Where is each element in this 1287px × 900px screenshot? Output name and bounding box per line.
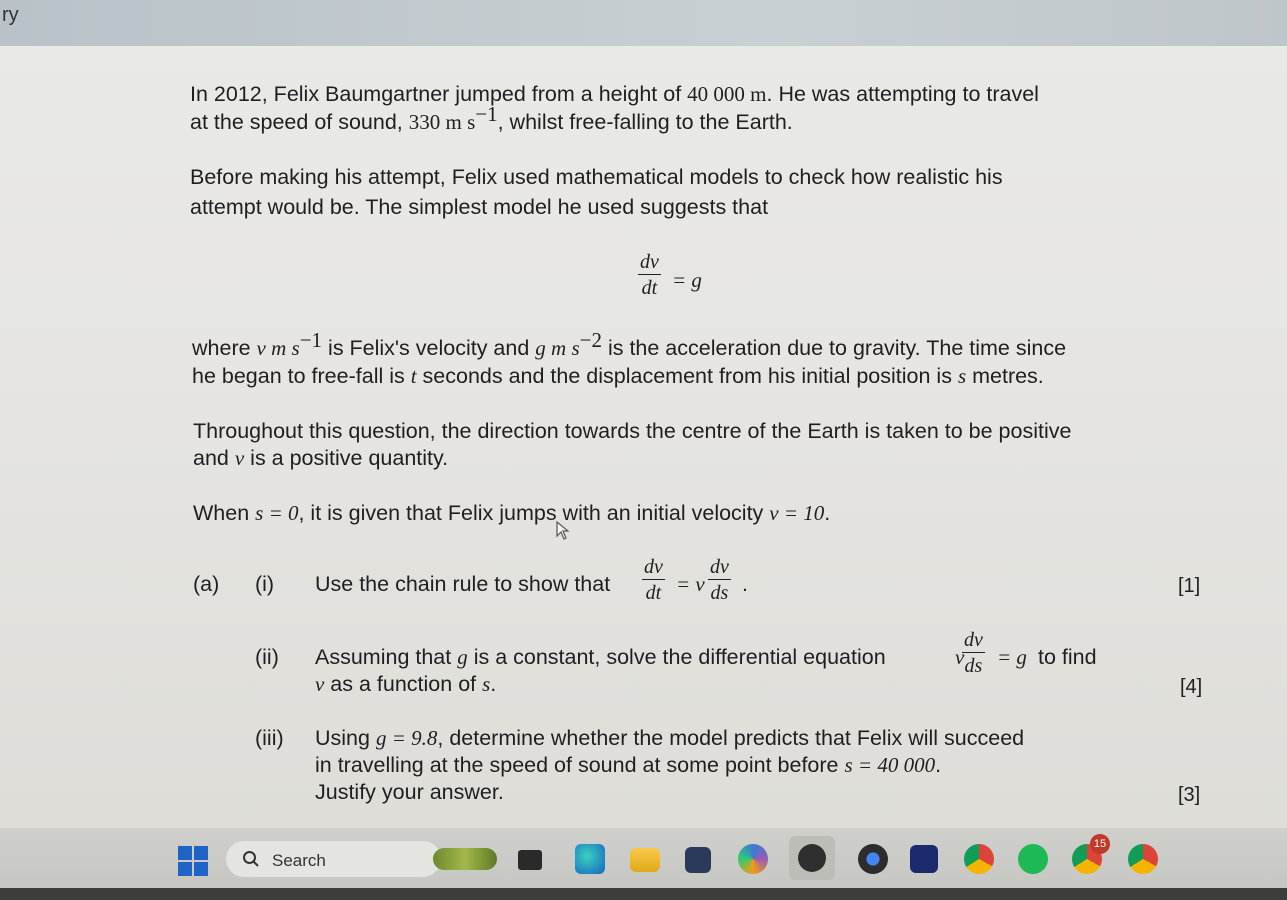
part-ii-marks: [4] [1180,676,1203,698]
part-iii-line2: in travelling at the speed of sound at some point before s = 40 000. [315,753,942,777]
app-icon[interactable] [910,845,938,873]
weather-widget-icon[interactable] [433,848,497,870]
store-icon[interactable] [685,847,711,873]
part-i-label: (i) [255,572,275,596]
part-iii-marks: [3] [1178,784,1201,806]
edge-browser-icon[interactable] [575,844,605,874]
chrome-icon[interactable] [1072,838,1107,874]
part-ii-fraction: $\frac{dv}{ds}$ [964,629,983,677]
part-i-equals-v: = v [676,572,705,596]
part-ii-line1: Assuming that g is a constant, solve the differential equation [315,645,886,669]
part-ii-equals-g: = g [997,645,1027,669]
para1-line1: In 2012, Felix Baumgartner jumped from a height of 40 000 m. He was attempting to travel [190,82,1039,106]
part-iii-line1: Using g = 9.8, determine whether the model predicts that Felix will succeed [315,726,1025,750]
para4-line1: Throughout this question, the direction towards the centre of the Earth is taken to be positive [193,419,1072,443]
top-text-fragment: ry [2,4,19,26]
para2-line1: Before making his attempt, Felix used mathematical models to check how realistic his [190,165,1003,189]
file-explorer-icon[interactable] [630,848,660,872]
exam-document [0,46,1287,828]
part-a-label: (a) [193,572,220,596]
spotify-icon[interactable] [1018,844,1048,874]
active-app-highlight[interactable] [789,836,835,880]
taskbar-search-box[interactable] [226,841,441,877]
windows-start-icon[interactable] [178,846,208,876]
part-ii-to-find: to find [1038,645,1097,669]
main-equation-rhs: = g [672,268,702,292]
windows-taskbar [0,828,1287,888]
app-icon[interactable] [858,844,888,874]
part-ii-v: v [955,645,965,669]
part-iii-label: (iii) [255,726,284,750]
para5: When s = 0, it is given that Felix jumps with an initial velocity v = 10. [193,501,831,525]
part-ii-label: (ii) [255,645,279,669]
mouse-pointer-icon [555,521,571,541]
para3-line2: he began to free-fall is t seconds and the displacement from his initial position is s metres. [192,364,1044,388]
notification-badge: 15 [1090,834,1110,854]
chrome-icon[interactable] [1128,844,1158,874]
part-iii-line3: Justify your answer. [315,780,504,804]
para2-line2: attempt would be. The simplest model he used suggests that [190,195,769,219]
chrome-icon[interactable] [964,844,994,874]
part-i-marks: [1] [1178,575,1201,597]
part-i-fraction-2: $\frac{dv}{ds}$ [710,556,729,604]
part-i-text: Use the chain rule to show that [315,572,611,596]
part-i-period: . [742,572,748,596]
search-icon [242,850,260,868]
part-ii-line2: v as a function of s. [315,672,497,696]
part-i-fraction-1: $\frac{dv}{dt}$ [644,556,663,604]
task-view-icon[interactable] [518,850,542,870]
copilot-icon[interactable] [738,844,768,874]
screen-bottom-edge [0,888,1287,900]
para1-line2: at the speed of sound, 330 m $s^{-1}$, whilst free-falling to the Earth. [190,102,793,134]
para3-line1: where v m $s^{-1}$ is Felix's velocity and g m $s^{-2}$ is the acceleration due to gravity. The time since [192,328,1067,360]
search-label: Search [272,851,326,870]
main-equation-fraction: $\frac{dv}{dt}$ [640,251,659,299]
browser-top-bar [0,0,1287,46]
para4-line2: and v is a positive quantity. [193,446,449,470]
